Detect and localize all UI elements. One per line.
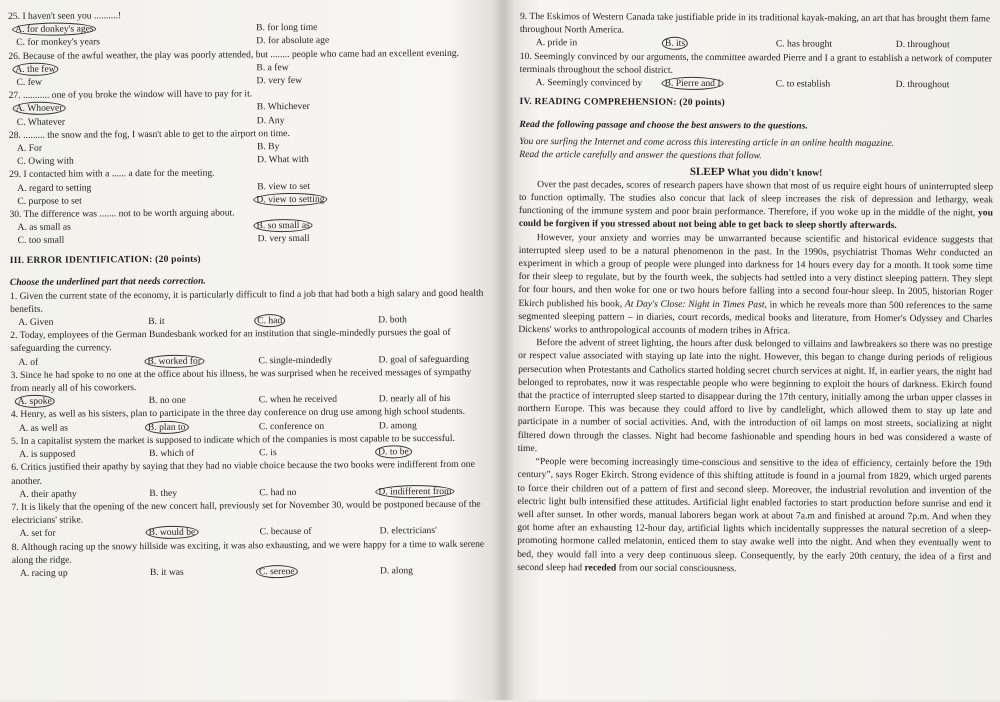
question-stem: 7. It is likely that the opening of the new concert hall, previously set for November 30, would be postponed because of the electricians' strike. (11, 498, 481, 527)
answer-circle: B. worked for (144, 354, 204, 367)
answer-circle: D. to be (375, 445, 412, 458)
answer-circle: B. Pierre and I (662, 77, 724, 90)
option-c: C. single-mindedly (258, 354, 333, 366)
option-c: C. when he received (258, 393, 338, 406)
option-a: A. For (16, 142, 43, 154)
option-d: D. goal of safeguarding (378, 353, 470, 366)
answer-circle: A. the few (12, 62, 58, 75)
option-b: B. no one (148, 395, 186, 407)
option-b: B. they (149, 487, 178, 499)
option-a: A. is supposed (19, 448, 76, 461)
option-c: C. for monkey's years (16, 36, 101, 49)
question-stem: 1. Given the current state of the economy, it is particularly difficult to find a job that had both a high salary and good health benefits. (9, 287, 484, 315)
book-gutter (493, 0, 515, 700)
error-question-4 (11, 405, 487, 435)
question-stem: 27. ........... one of you broke the window will have to pay for it. (8, 88, 253, 102)
option-a: A. of (18, 356, 39, 368)
answer-circle: B. plan to (145, 420, 189, 433)
paragraph-2 (518, 231, 993, 339)
article-title-main: SLEEP (689, 165, 725, 178)
option-c: C. because of (259, 526, 312, 538)
answer-circle: B. so small as (253, 219, 312, 232)
option-a: A. set for (19, 527, 56, 540)
option-c: C. is (259, 447, 277, 459)
paragraph-2-end: , in which he reveals more than 500 references to the same segmented sleeping pattern – in diaries, court records, medical books and literature, from Homer's Odyssey and Charles Dickens' works to anthropological accounts of modern tribes in Africa. (518, 298, 993, 337)
option-b (658, 37, 768, 51)
option-a: A. racing up (19, 567, 68, 579)
error-question-7 (11, 498, 487, 541)
paragraph-4-end: from our social consciousness. (616, 562, 737, 574)
paragraph-4-text: “People were becoming increasingly time-conscious and sensitive to the idea of efficiency, certainly before the 19th century”, says Roger Ekirch. Strong evidence of this shifting attitude is found in a journal from 1829, which urged parents to force their children out of a pattern of first and second sleep. Moreover, the industrial revolution and invention of the electric light bulb intensified these attitudes. Artificial light enabled factories to start production before sunrise and end it well after sunset. In other words, manual laborers began work at about 7a.m and finished at around 7p.m. And when they got home after an exhausting 12-hour day, artificial lights which incidentally suppresses the natural secretion of a sleep-promoting hormone called melatonin, enticed them to stay awake well into the night. And when they eventually went to bed, they would fall into a very deep continuous sleep. Consequently, by the early 20th century, the idea of a first and second sleep had (517, 456, 992, 574)
question-stem: 9. The Eskimos of Western Canada take justifiable pride in its traditional kayak-making, an art that has brought them fame throughout North America. (519, 10, 991, 36)
paragraph-4 (517, 455, 992, 576)
option-d: D. throughout (895, 78, 950, 91)
option-c: C. conference on (258, 420, 325, 432)
option-b: B. By (256, 141, 280, 153)
error-question-2 (10, 326, 486, 369)
question-stem: 25. I haven't seen you ..........! (8, 10, 122, 22)
section-heading: III. ERROR IDENTIFICATION: (20 points) (9, 253, 201, 266)
paragraph-4-bold: receded (584, 562, 617, 574)
option-b: B. for long time (256, 22, 318, 34)
section-instruction: Read the following passage and choose the best answers to the questions. (519, 119, 808, 132)
paragraph-1-bold: you could be forgiven if you stressed about not being able to get back to sleep shortly afterwards. (518, 207, 993, 232)
option-a: A. as well as (18, 422, 68, 434)
error-question-1 (10, 286, 486, 329)
option-a: A. Given (18, 316, 54, 328)
option-c: C. purpose to set (17, 195, 82, 207)
question-25 (8, 7, 484, 50)
option-b: B. a few (256, 61, 289, 74)
answer-circle: C. had (254, 314, 285, 327)
right-page (516, 10, 994, 702)
section-instruction: Choose the underlined part that needs correction. (9, 276, 206, 289)
option-c: C. few (16, 76, 43, 88)
intro-text-2: Read the article carefully and answer the questions that follow. (519, 149, 762, 162)
error-question-10 (520, 50, 994, 92)
answer-circle: A. for donkey's ages (12, 23, 97, 37)
option-d: D. for absolute age (256, 35, 330, 47)
option-d: D. throughout (895, 39, 950, 51)
paragraph-1 (519, 178, 993, 233)
answer-circle: A. spoke (15, 395, 55, 408)
question-stem: 30. The difference was ....... not to be worth arguing about. (9, 207, 235, 221)
paragraph-3: Before the advent of street lighting, the hours after dusk belonged to villains and lawbreakers so there was no prestige or respect value associated with staying up late into the night. However, this began to change during periods of religious persecution when Protestants and Catholics started holding secret church services at night. If, in earlier years, the night had belonged to reprobates, now it was respectable people who were beginning to exploit the hours of darkness. Ekirch found that the practice of interrupted sleep started to disappear during the 17th century, initially among the urban upper classes in northern Europe. This was because they could afford to live by candlelight, which allowed them to stay up late and participate in a number of social activities. And, with the introduction of oil lamps on most streets, socializing at night filtered down through the classes. Night had become fashionable and spending hours in bed was considered a waste of time. (517, 337, 993, 454)
error-question-5 (11, 432, 487, 462)
answer-circle: B. would be (146, 526, 199, 539)
option-a: A. regard to setting (17, 182, 92, 194)
option-d: D. along (379, 565, 414, 577)
option-a: A. as small as (17, 221, 71, 234)
option-c: C. Owing with (17, 155, 74, 168)
question-27 (9, 86, 485, 129)
intro-text: You are surfing the Internet and come across this interesting article in an online health magazine. (519, 136, 895, 150)
answer-circle: B. its (662, 37, 688, 50)
answer-circle: D. indifferent from (375, 485, 454, 499)
question-stem: 2. Today, employees of the German Bundesbank worked for an institution that single-mindedly pursues the goal of safeguarding the currency. (10, 327, 451, 355)
answer-circle: A. Whoever (13, 102, 66, 115)
error-question-3 (11, 366, 487, 409)
option-d: D. both (378, 314, 407, 326)
option-b: B. view to set (257, 180, 311, 192)
section-heading: IV. READING COMPREHENSION: (20 points) (519, 96, 725, 109)
option-c: C. too small (17, 235, 65, 247)
option-c (250, 314, 370, 328)
option-d: D. nearly all of his (378, 393, 451, 405)
option-d: D. Any (256, 114, 285, 126)
book-title: At Day's Close: Night in Times Past (624, 298, 765, 310)
error-question-8 (12, 537, 488, 580)
question-stem: 28. ......... the snow and the fog, I wasn't able to get to the airport on time. (8, 127, 290, 141)
question-stem: 6. Critics justified their apathy by saying that they had no viable choice because the two books were indifferent from one another. (11, 459, 475, 487)
option-b: B. it was (149, 566, 184, 578)
question-stem: 8. Although racing up the snowy hillside was exciting, it was also exhausting, and we were happy for a time to walk serene along the ridge. (11, 538, 485, 566)
option-d: D. among (378, 419, 417, 432)
option-c (252, 564, 372, 578)
option-b (140, 354, 250, 368)
option-d (371, 445, 481, 459)
question-stem: 3. Since he had spoke to no one at the office about his illness, he was surprised when he received messages of sympathy from nearly all of his coworkers. (10, 366, 472, 395)
question-29 (9, 165, 485, 208)
paragraph-1-text: Over the past decades, scores of research papers have shown that most of us require eight hours of uninterrupted sleep to function optimally. The studies also concur that lack of sleep increases the risk of depression and lethargy, weak functioning of the immune system and poor brain performance. Therefore, if you woke up in the middle of the night, (518, 178, 994, 219)
option-c: C. Whatever (16, 116, 66, 128)
option-b: B. Whichever (256, 101, 310, 113)
option-d: D. very few (256, 74, 303, 87)
article-subtitle: What you didn't know! (727, 166, 823, 179)
option-b: B. it (148, 315, 165, 328)
option-d (249, 191, 489, 206)
option-d: D. electricians' (379, 525, 437, 537)
option-b (658, 77, 768, 91)
option-a (11, 394, 141, 408)
option-a: A. their apathy (19, 488, 77, 500)
option-a: A. Seemingly convinced by (535, 77, 643, 89)
option-d: D. very small (257, 233, 310, 245)
left-page (8, 7, 495, 700)
question-stem: 5. In a capitalist system the market is supposed to indicate which of the companies is most capable to be successful. (10, 432, 455, 447)
error-question-6 (11, 458, 487, 501)
question-stem: 26. Because of the awful weather, the play was poorly attended, but ........ people who came had an excellent evening. (8, 47, 459, 62)
answer-circle: D. view to setting (253, 193, 327, 207)
option-b (142, 526, 252, 540)
option-b (141, 420, 251, 434)
paragraph-2-text: However, your anxiety and worries may be unwarranted because scientific and historical evidence suggests that interrupted sleep used to be a natural phenomenon in the past. In the 1990s, psychiatrist Thomas Wehr conducted an experiment in which a group of people were plunged into darkness for 14 hours every day for a month. It took some time for their sleep to regulate, but by the fourth week, the subjects had settled into a very distinct sleeping pattern. They slept for four hours, and then woke for one or two hours before falling into a second four-hour sleep. In 2005, historian Roger Ekirch published his book, (518, 231, 993, 310)
error-question-9 (520, 10, 994, 52)
option-d (371, 484, 481, 498)
question-stem: 4. Henry, as well as his sisters, plan to participate in the three day conference on drug use among high school students. (10, 406, 466, 421)
question-stem: 29. I contacted him with a ...... a date for the meeting. (9, 167, 215, 181)
option-a: A. pride in (535, 37, 578, 49)
option-c: C. had no (259, 486, 297, 498)
option-c: C. to establish (775, 78, 831, 90)
option-b: B. which of (149, 447, 195, 460)
answer-circle: C. serene (256, 565, 298, 578)
option-d: D. What with (257, 154, 309, 166)
option-c: C. has brought (775, 38, 833, 51)
question-28 (9, 126, 485, 169)
question-stem: 10. Seemingly convinced by our arguments, the committee awarded Pierre and I a grant to establish a network of computer terminals throughout the school district. (519, 50, 992, 76)
question-30 (9, 205, 485, 248)
question-26 (8, 46, 484, 89)
